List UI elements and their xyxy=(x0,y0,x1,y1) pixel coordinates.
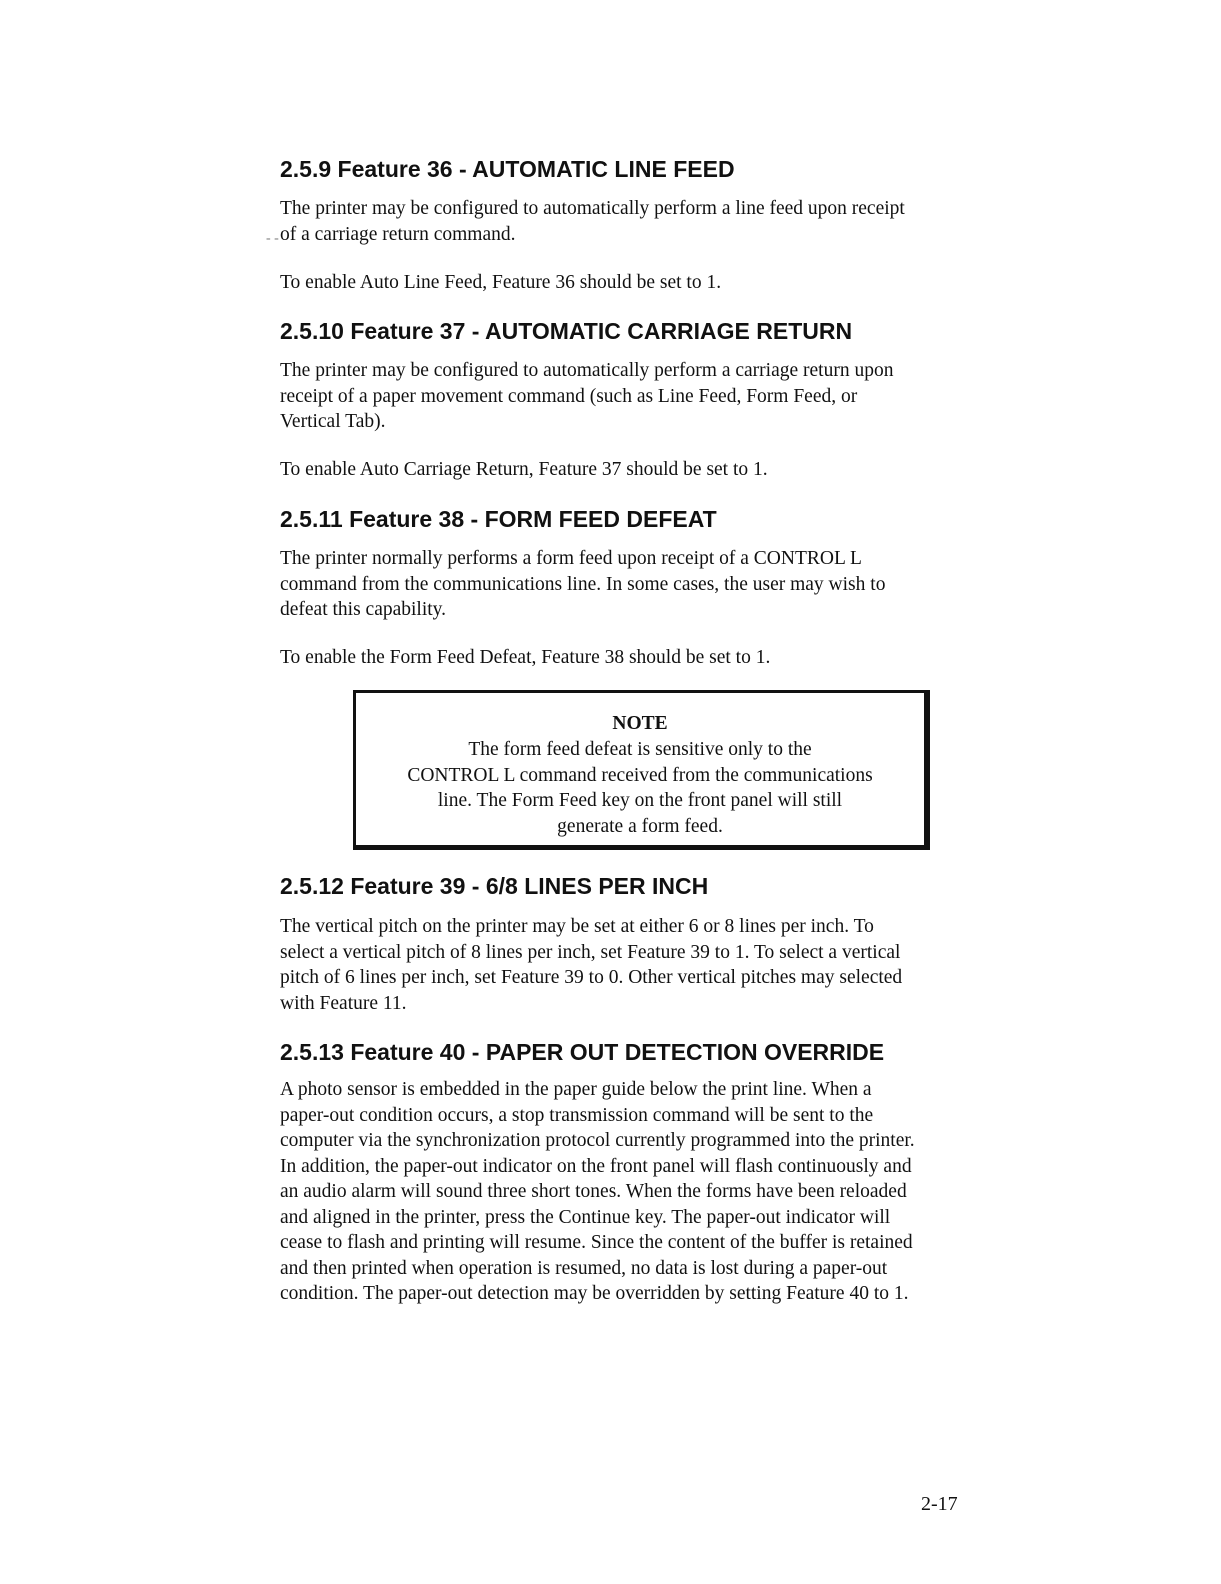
section-heading-2-5-11: 2.5.11 Feature 38 - FORM FEED DEFEAT xyxy=(280,506,717,532)
text-line: paper-out condition occurs, a stop transmission command will be sent to the xyxy=(280,1104,874,1126)
text-line: defeat this capability. xyxy=(280,599,447,620)
text-line: and then printed when operation is resumed, no data is lost during a paper-out xyxy=(280,1257,888,1279)
section-heading-2-5-12: 2.5.12 Feature 39 - 6/8 LINES PER INCH xyxy=(280,873,709,899)
note-body xyxy=(356,737,924,839)
text-line: A photo sensor is embedded in the paper guide below the print line. When a xyxy=(280,1079,872,1100)
text-line: condition. The paper-out detection may be overridden by setting Feature 40 to 1. xyxy=(280,1283,909,1304)
text-line: In addition, the paper-out indicator on the front panel will flash continuously and xyxy=(280,1155,912,1177)
section-2-5-12-paragraph-1 xyxy=(280,914,1000,1016)
page-number: 2-17 xyxy=(921,1493,958,1515)
section-2-5-10-paragraph-1 xyxy=(280,358,1000,435)
note-line: line. The Form Feed key on the front panel will still xyxy=(437,790,843,811)
text-line: an audio alarm will sound three short tones. When the forms have been reloaded xyxy=(280,1181,907,1202)
note-title: NOTE xyxy=(612,713,668,734)
text-line: To enable the Form Feed Defeat, Feature 38 should be set to 1. xyxy=(280,647,771,668)
note-line: CONTROL L command received from the communications xyxy=(407,764,873,786)
text-line: receipt of a paper movement command (such as Line Feed, Form Feed, or xyxy=(280,385,858,407)
section-2-5-10-paragraph-2 xyxy=(280,457,1000,483)
text-line: computer via the synchronization protocol currently programmed into the printer. xyxy=(280,1130,915,1151)
text-line: cease to flash and printing will resume. Since the content of the buffer is retained xyxy=(280,1232,913,1253)
section-heading-2-5-10: 2.5.10 Feature 37 - AUTOMATIC CARRIAGE RETURN xyxy=(280,318,853,344)
text-line: select a vertical pitch of 8 lines per inch, set Feature 39 to 1. To select a vertical xyxy=(280,941,901,963)
text-line: of a carriage return command. xyxy=(280,223,516,245)
section-2-5-9-paragraph-2 xyxy=(280,270,1000,296)
text-line: The vertical pitch on the printer may be set at either 6 or 8 lines per inch. To xyxy=(280,916,874,937)
section-heading-2-5-9: 2.5.9 Feature 36 - AUTOMATIC LINE FEED xyxy=(280,156,735,182)
text-line: and aligned in the printer, press the Continue key. The paper-out indicator will xyxy=(280,1206,891,1228)
text-line: To enable Auto Line Feed, Feature 36 should be set to 1. xyxy=(280,272,722,293)
text-line: The printer may be configured to automatically perform a line feed upon receipt xyxy=(280,198,905,219)
section-2-5-9-paragraph-1 xyxy=(280,196,1000,247)
note-line: The form feed defeat is sensitive only to the xyxy=(468,739,812,760)
section-2-5-11-paragraph-1 xyxy=(280,546,1000,623)
section-2-5-13-paragraph-1 xyxy=(280,1077,1000,1307)
text-line: The printer may be configured to automatically perform a carriage return upon xyxy=(280,360,894,381)
text-line: Vertical Tab). xyxy=(280,411,386,432)
scan-artifact-mark: - - xyxy=(266,231,279,246)
text-line: The printer normally performs a form feed upon receipt of a CONTROL L xyxy=(280,548,862,569)
text-line: command from the communications line. In some cases, the user may wish to xyxy=(280,573,886,595)
section-2-5-11-paragraph-2 xyxy=(280,645,1000,671)
text-line: with Feature 11. xyxy=(280,992,407,1014)
note-box xyxy=(353,690,930,850)
note-line: generate a form feed. xyxy=(557,815,723,837)
section-heading-2-5-13: 2.5.13 Feature 40 - PAPER OUT DETECTION OVERRIDE xyxy=(280,1039,885,1065)
text-line: pitch of 6 lines per inch, set Feature 39 to 0. Other vertical pitches may selected xyxy=(280,967,903,988)
text-line: To enable Auto Carriage Return, Feature 37 should be set to 1. xyxy=(280,459,768,480)
